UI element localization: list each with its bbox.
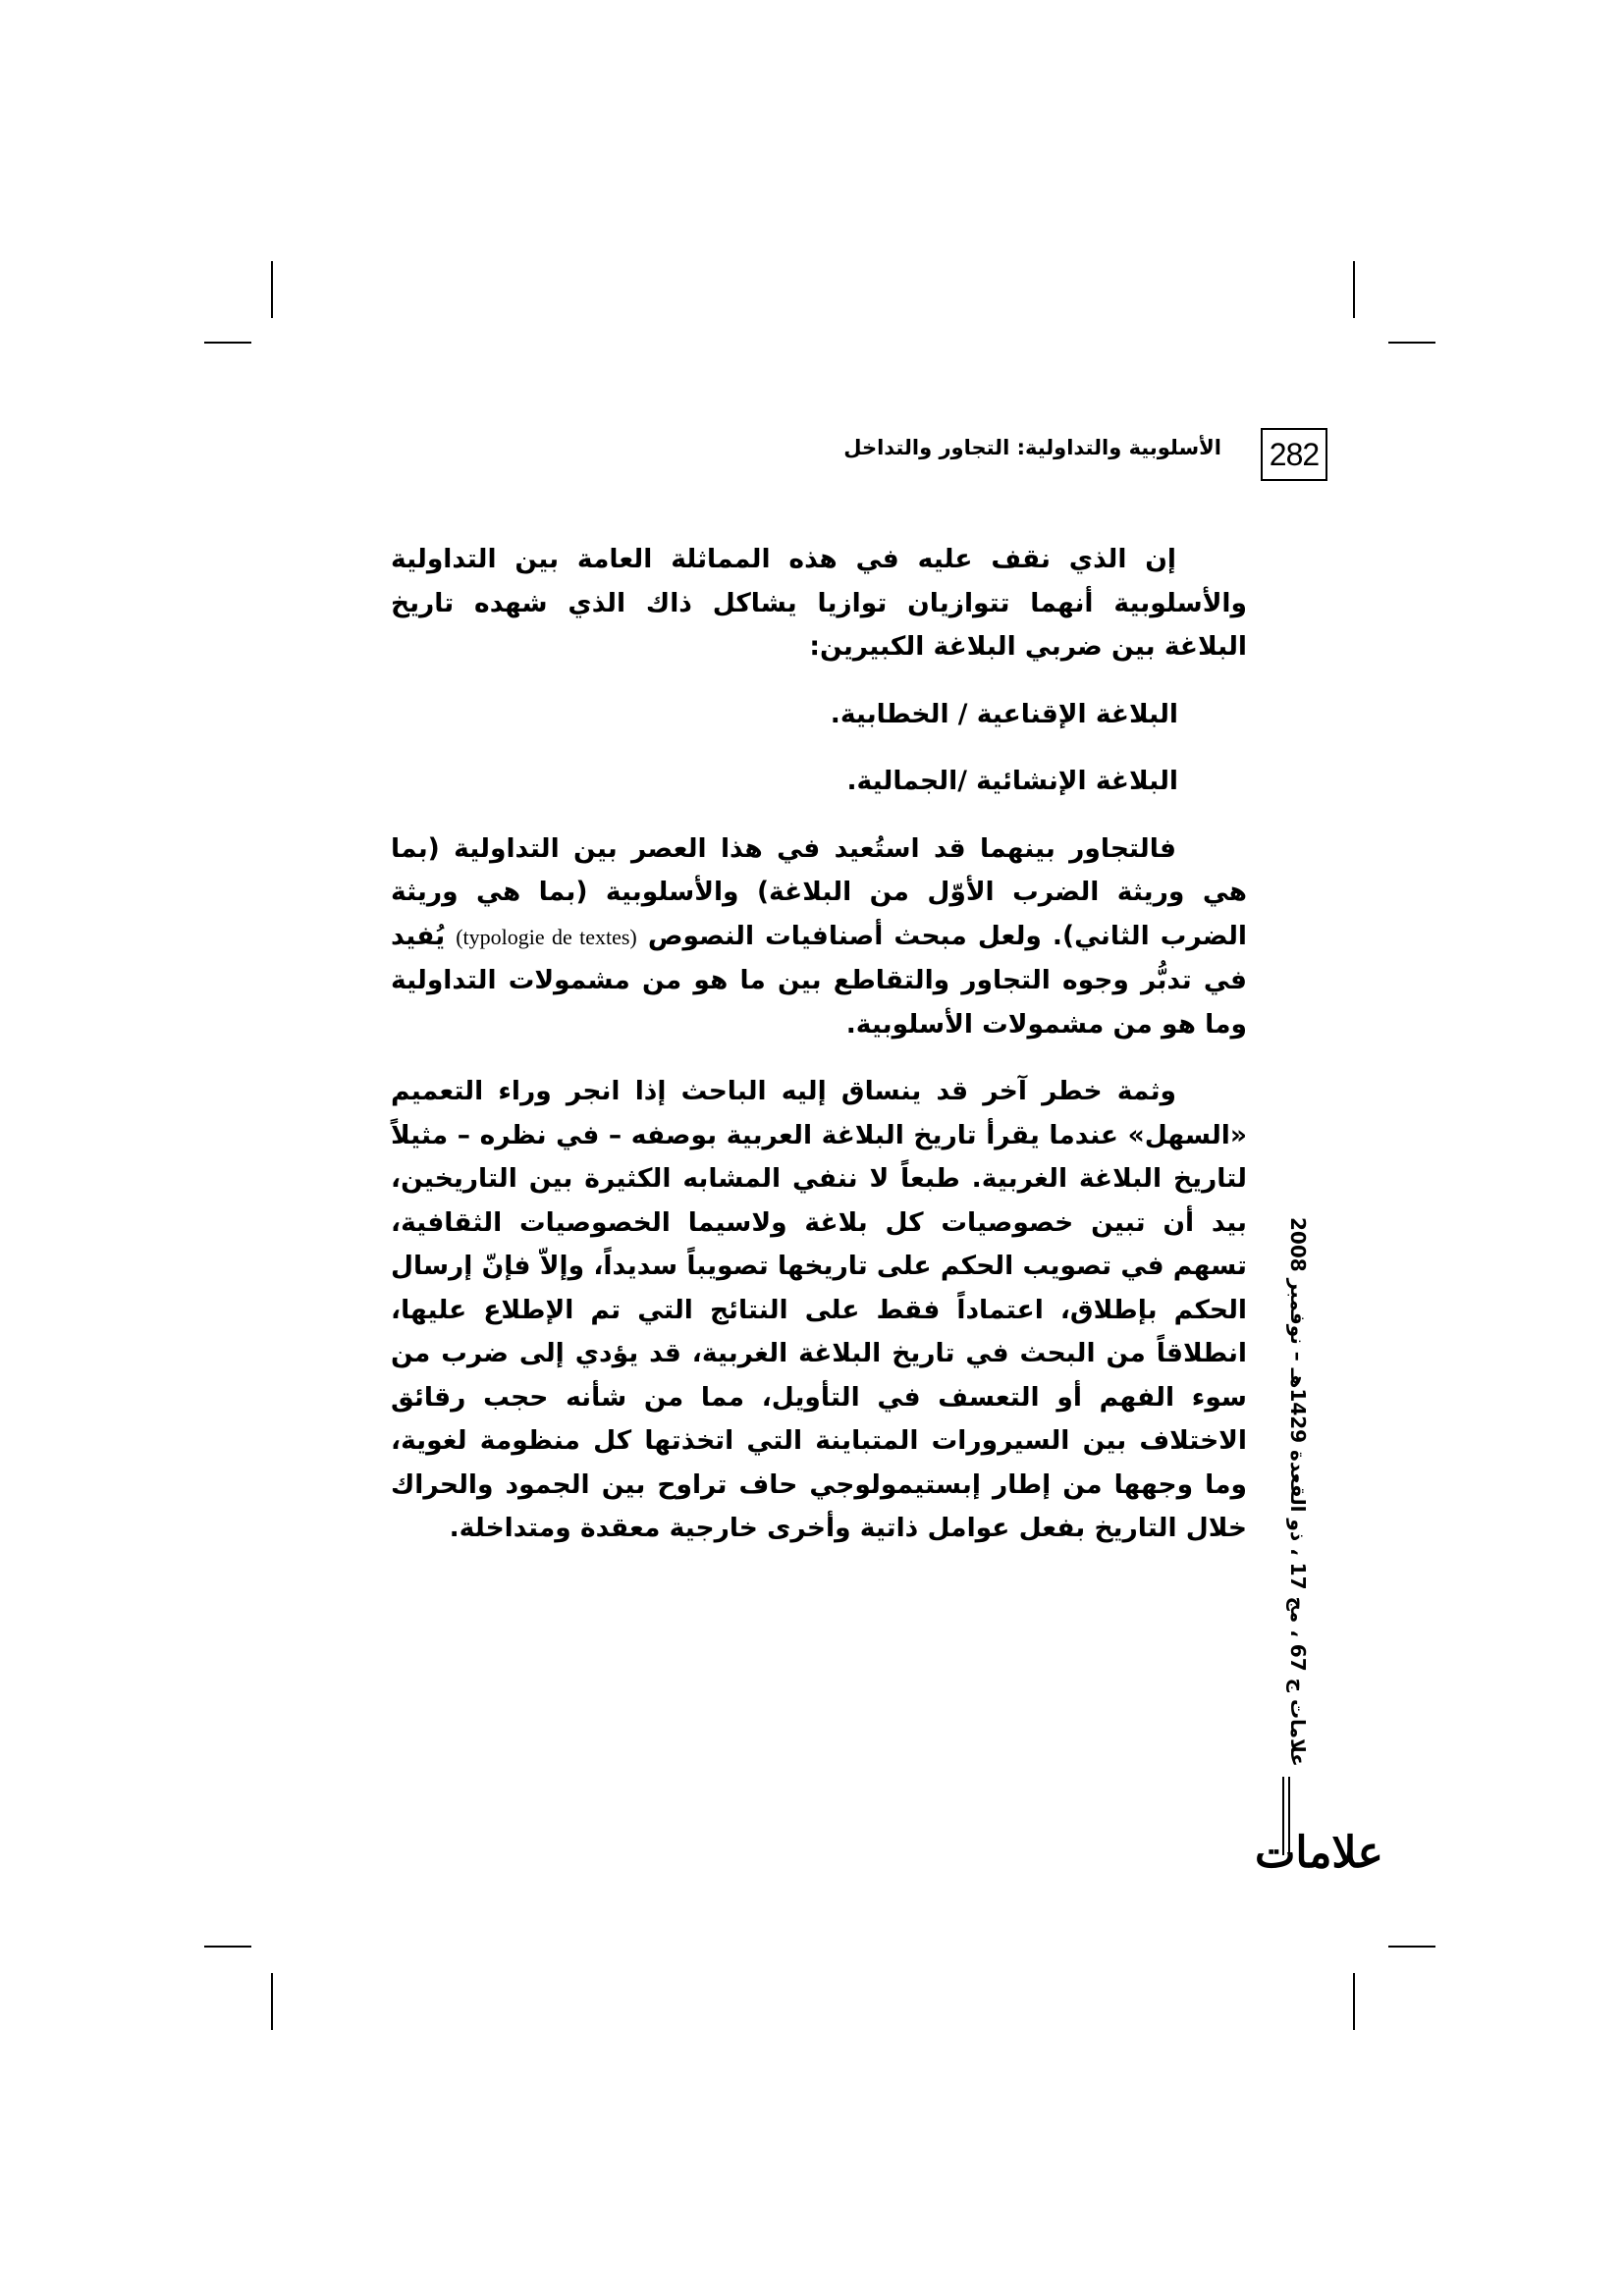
body-text	[391, 538, 1247, 1551]
list-item-2: البلاغة الإنشائية /الجمالية.	[846, 766, 1178, 796]
running-title: الأسلوبية والتداولية: التجاور والتداخل	[843, 436, 1221, 459]
paragraph-2-start: فالتجاور بينهما قد استُعيد في هذا العصر بين التداولية (بما هي وريثة الضرب الأوّل من البلاغة) والأسلوبية (بما هي وريثة الضرب الثاني). ولعل مبحث أصنافيات النصوص	[391, 832, 1247, 951]
crop-mark	[1353, 1973, 1355, 2030]
crop-mark	[204, 1946, 251, 1948]
crop-mark	[271, 1973, 273, 2030]
paragraph-2	[391, 828, 1247, 1047]
crop-mark	[1388, 342, 1435, 344]
paragraph-1: إن الذي نقف عليه في هذه المماثلة العامة بين التداولية والأسلوبية أنهما تتوازيان توازيا يشاكل ذاك الذي شهده تاريخ البلاغة بين ضربي البلاغة الكبيرين:	[391, 544, 1247, 662]
crop-mark	[1353, 261, 1355, 318]
latin-term: (typologie de textes)	[456, 924, 637, 949]
page-number: 282	[1261, 428, 1327, 481]
paragraph-2-end: يُفيد في تدبُّر وجوه التجاور والتقاطع بين ما هو من مشمولات التداولية وما هو من مشمولات الأسلوبية.	[391, 920, 1247, 1040]
page-header	[843, 428, 1327, 487]
list-item-1: البلاغة الإقناعية / الخطابية.	[830, 698, 1178, 729]
paragraph-3: وثمة خطر آخر قد ينساق إليه الباحث إذا انجر وراء التعميم «السهل» عندما يقرأ تاريخ البلاغة العربية بوصفه – في نظره – مثيلاً لتاريخ البلاغة الغربية. طبعاً لا ننفي المشابه الكثيرة بين التاريخين، بيد أن تبين خصوصيات كل بلاغة ولاسيما الخصوصيات الثقافية، تسهم في تصويب الحكم على تاريخها تصويباً سديداً، وإلاّ فإنّ إرسال الحكم بإطلاق، اعتماداً فقط على النتائج التي تم الإطلاع عليها، انطلاقاً من البحث في تاريخ البلاغة الغربية، قد يؤدي إلى ضرب من سوء الفهم أو التعسف في التأويل، مما من شأنه حجب رقائق الاختلاف بين السيرورات المتباينة التي اتخذتها كل منظومة لغوية، وما وجهها من إطار إبستيمولوجي حاف تراوح بين الجمود والحراك خلال التاريخ بفعل عوامل ذاتية وأخرى خارجية معقدة ومتداخلة.	[391, 1076, 1247, 1543]
journal-sidebar	[1267, 1217, 1325, 1885]
journal-logo: علامات	[1255, 1828, 1383, 1878]
crop-mark	[204, 342, 251, 344]
crop-mark	[271, 261, 273, 318]
crop-mark	[1388, 1946, 1435, 1948]
journal-info: علامات ج 67 ، مج 17 ، ذو القعدة 1429هـ – نوفمبر 2008	[1286, 1217, 1310, 1767]
